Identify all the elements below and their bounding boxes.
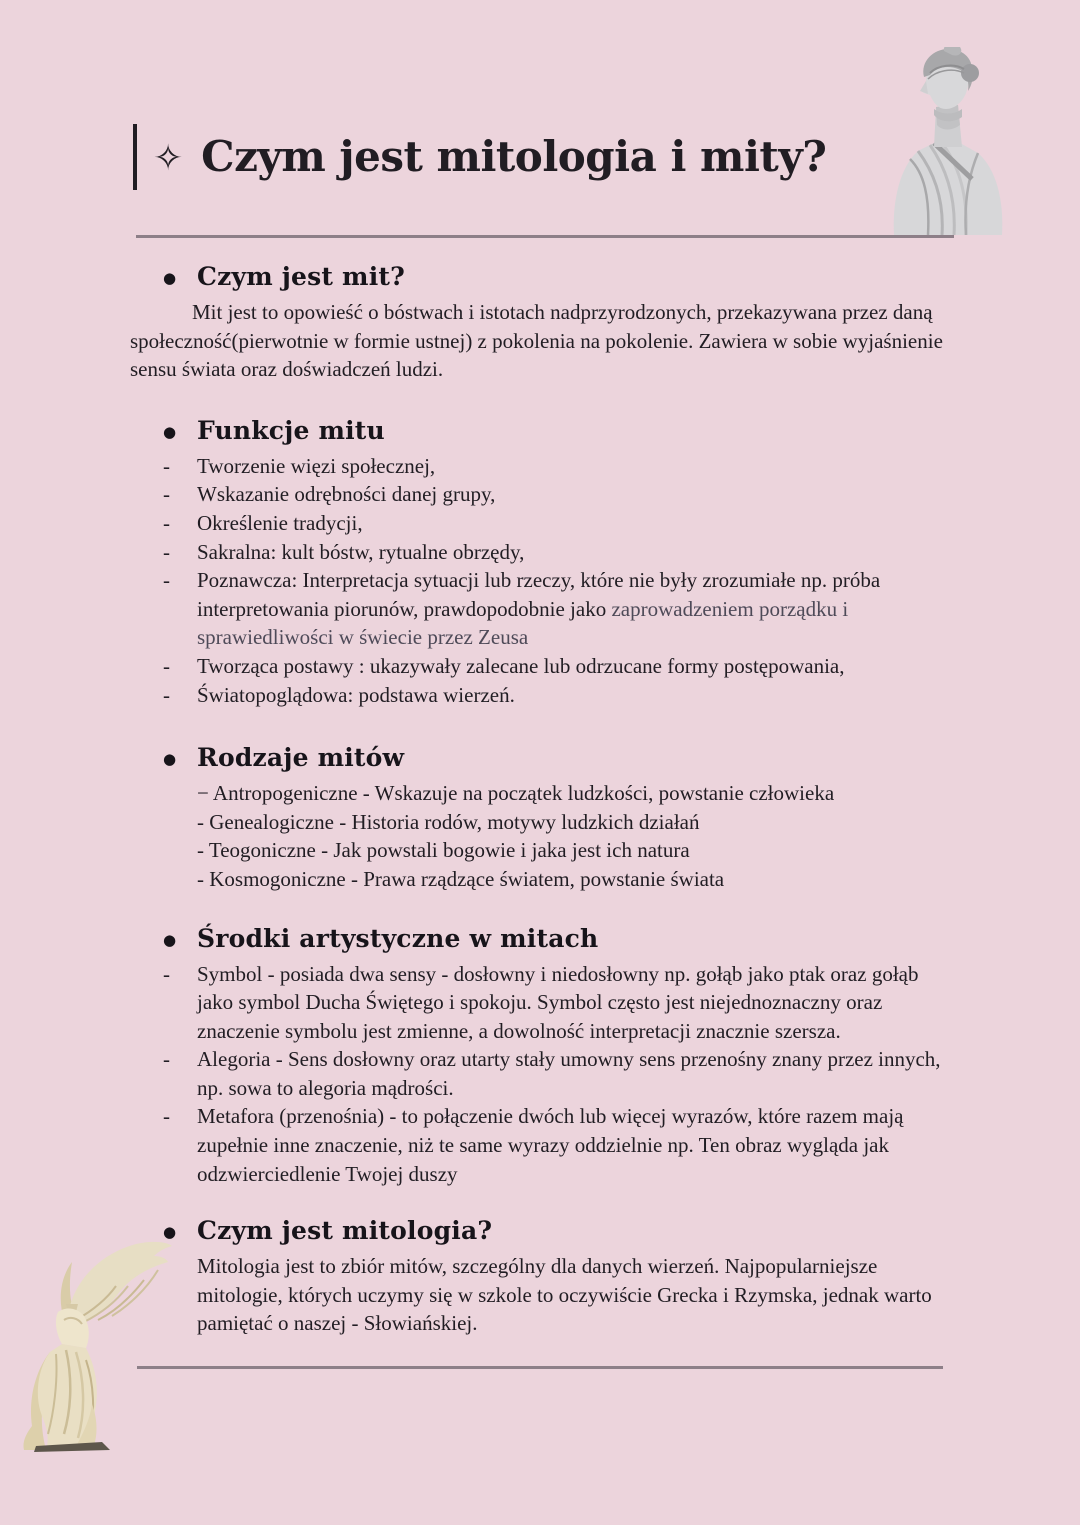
top-divider xyxy=(136,235,954,238)
bullet-icon: ● xyxy=(163,1223,177,1242)
bullet-icon: ● xyxy=(163,750,177,769)
section-funkcje-mitu xyxy=(130,416,952,709)
dash-icon: - xyxy=(163,482,170,507)
list-item xyxy=(130,681,952,710)
section-rodzaje-mitow xyxy=(130,743,952,893)
dash-icon: - xyxy=(163,961,170,986)
section-heading-label: Rodzaje mitów xyxy=(197,743,405,773)
section-heading xyxy=(130,743,952,773)
list-item: − Antropogeniczne - Wskazuje na początek ludzkości, powstanie człowieka xyxy=(197,781,835,806)
list-item: - Kosmogoniczne - Prawa rządzące światem, powstanie świata xyxy=(197,866,725,891)
list-item-text: Sakralna: kult bóstw, rytualne obrzędy, xyxy=(197,539,525,564)
dash-list xyxy=(130,960,952,1189)
section-heading-label: Środki artystyczne w mitach xyxy=(197,923,599,953)
list-item-text: Metafora (przenośnia) - to połączenie dwóch lub więcej wyrazów, które razem mają zupełnie inne znaczenie, niż te same wyrazy oddzielnie np. Ten obraz wygląda jak odzwierciedlenie Twojej duszy xyxy=(197,1104,904,1186)
section-heading-label: Funkcje mitu xyxy=(197,415,385,445)
section-heading xyxy=(130,1216,952,1246)
list-item-text: Tworząca postawy : ukazywały zalecane lub odrzucane formy postępowania, xyxy=(197,653,845,678)
list-item xyxy=(130,538,952,567)
section-czym-jest-mit xyxy=(130,262,952,384)
bullet-icon: ● xyxy=(163,269,177,287)
section-body: Mit jest to opowieść o bóstwach i istotach nadprzyrodzonych, przekazywana przez daną społeczność(pierwotnie w formie ustnej) z pokolenia na pokolenie. Zawiera w sobie wyjaśnienie sensu świata oraz doświadczeń ludzi. xyxy=(130,300,943,382)
list-item xyxy=(130,452,952,481)
section-heading xyxy=(130,924,952,954)
section-heading-label: Czym jest mitologia? xyxy=(197,1216,493,1246)
list-item-text: Symbol - posiada dwa sensy - dosłowny i niedosłowny np. gołąb jako ptak oraz gołąb jako symbol Ducha Świętego i spokoju. Symbol często jest niejednoznaczny oraz znaczenie symbolu jest zmienne, a dowolność interpretacji znacznie szersza. xyxy=(197,961,919,1043)
dash-list xyxy=(130,452,952,709)
list-item xyxy=(130,566,952,652)
dash-icon: - xyxy=(163,1104,170,1129)
list-item xyxy=(130,1102,952,1188)
inline-dash-list xyxy=(130,779,952,893)
list-item-text: Światopoglądowa: podstawa wierzeń. xyxy=(197,682,515,707)
sparkle-icon: ✧ xyxy=(153,138,184,179)
dash-icon: - xyxy=(163,539,170,564)
section-heading xyxy=(130,416,952,446)
list-item xyxy=(130,509,952,538)
bullet-icon: ● xyxy=(163,930,177,949)
section-srodki-artystyczne xyxy=(130,924,952,1189)
bullet-icon: ● xyxy=(163,422,177,441)
list-item-text: Tworzenie więzi społecznej, xyxy=(197,453,436,478)
page-header xyxy=(133,124,826,190)
dash-icon: - xyxy=(163,682,170,707)
dash-icon: - xyxy=(163,453,170,478)
list-item: - Genealogiczne - Historia rodów, motywy ludzkich działań xyxy=(197,809,700,834)
list-item xyxy=(130,480,952,509)
list-item: - Teogoniczne - Jak powstali bogowie i jaka jest ich natura xyxy=(197,838,690,863)
section-body: Mitologia jest to zbiór mitów, szczególny dla danych wierzeń. Najpopularniejsze mitologie, których uczymy się w szkole to oczywiście Grecka i Rzymska, jednak warto pamiętać o naszej - Słowiańskiej. xyxy=(197,1254,932,1336)
title-divider-bar xyxy=(133,124,137,190)
list-item-text-muted: zaprowadzeniem porządku i sprawiedliwości w świecie przez Zeusa xyxy=(197,596,849,650)
list-item-text: Alegoria - Sens dosłowny oraz utarty stały umowny sens przenośny znany przez innych, np. sowa to alegoria mądrości. xyxy=(197,1047,941,1100)
section-heading-label: Czym jest mit? xyxy=(197,262,406,291)
notes-content xyxy=(130,240,952,1338)
bottom-divider xyxy=(137,1366,943,1369)
greek-goddess-bust-image xyxy=(884,47,1010,235)
section-heading xyxy=(130,262,952,292)
dash-icon: - xyxy=(163,568,170,593)
page-title: Czym jest mitologia i mity? xyxy=(201,131,827,181)
list-item xyxy=(130,960,952,1046)
list-item xyxy=(130,1045,952,1102)
list-item-text: Określenie tradycji, xyxy=(197,510,363,535)
dash-icon: - xyxy=(163,1047,170,1072)
section-czym-jest-mitologia xyxy=(130,1216,952,1338)
dash-icon: - xyxy=(163,510,170,535)
dash-icon: - xyxy=(163,653,170,678)
list-item-text: Poznawcza: Interpretacja sytuacji lub rzeczy, które nie były zrozumiałe np. próba interpretowania piorunów, prawdopodobnie jako xyxy=(197,568,881,621)
list-item-text: Wskazanie odrębności danej grupy, xyxy=(197,482,496,507)
list-item xyxy=(130,652,952,681)
